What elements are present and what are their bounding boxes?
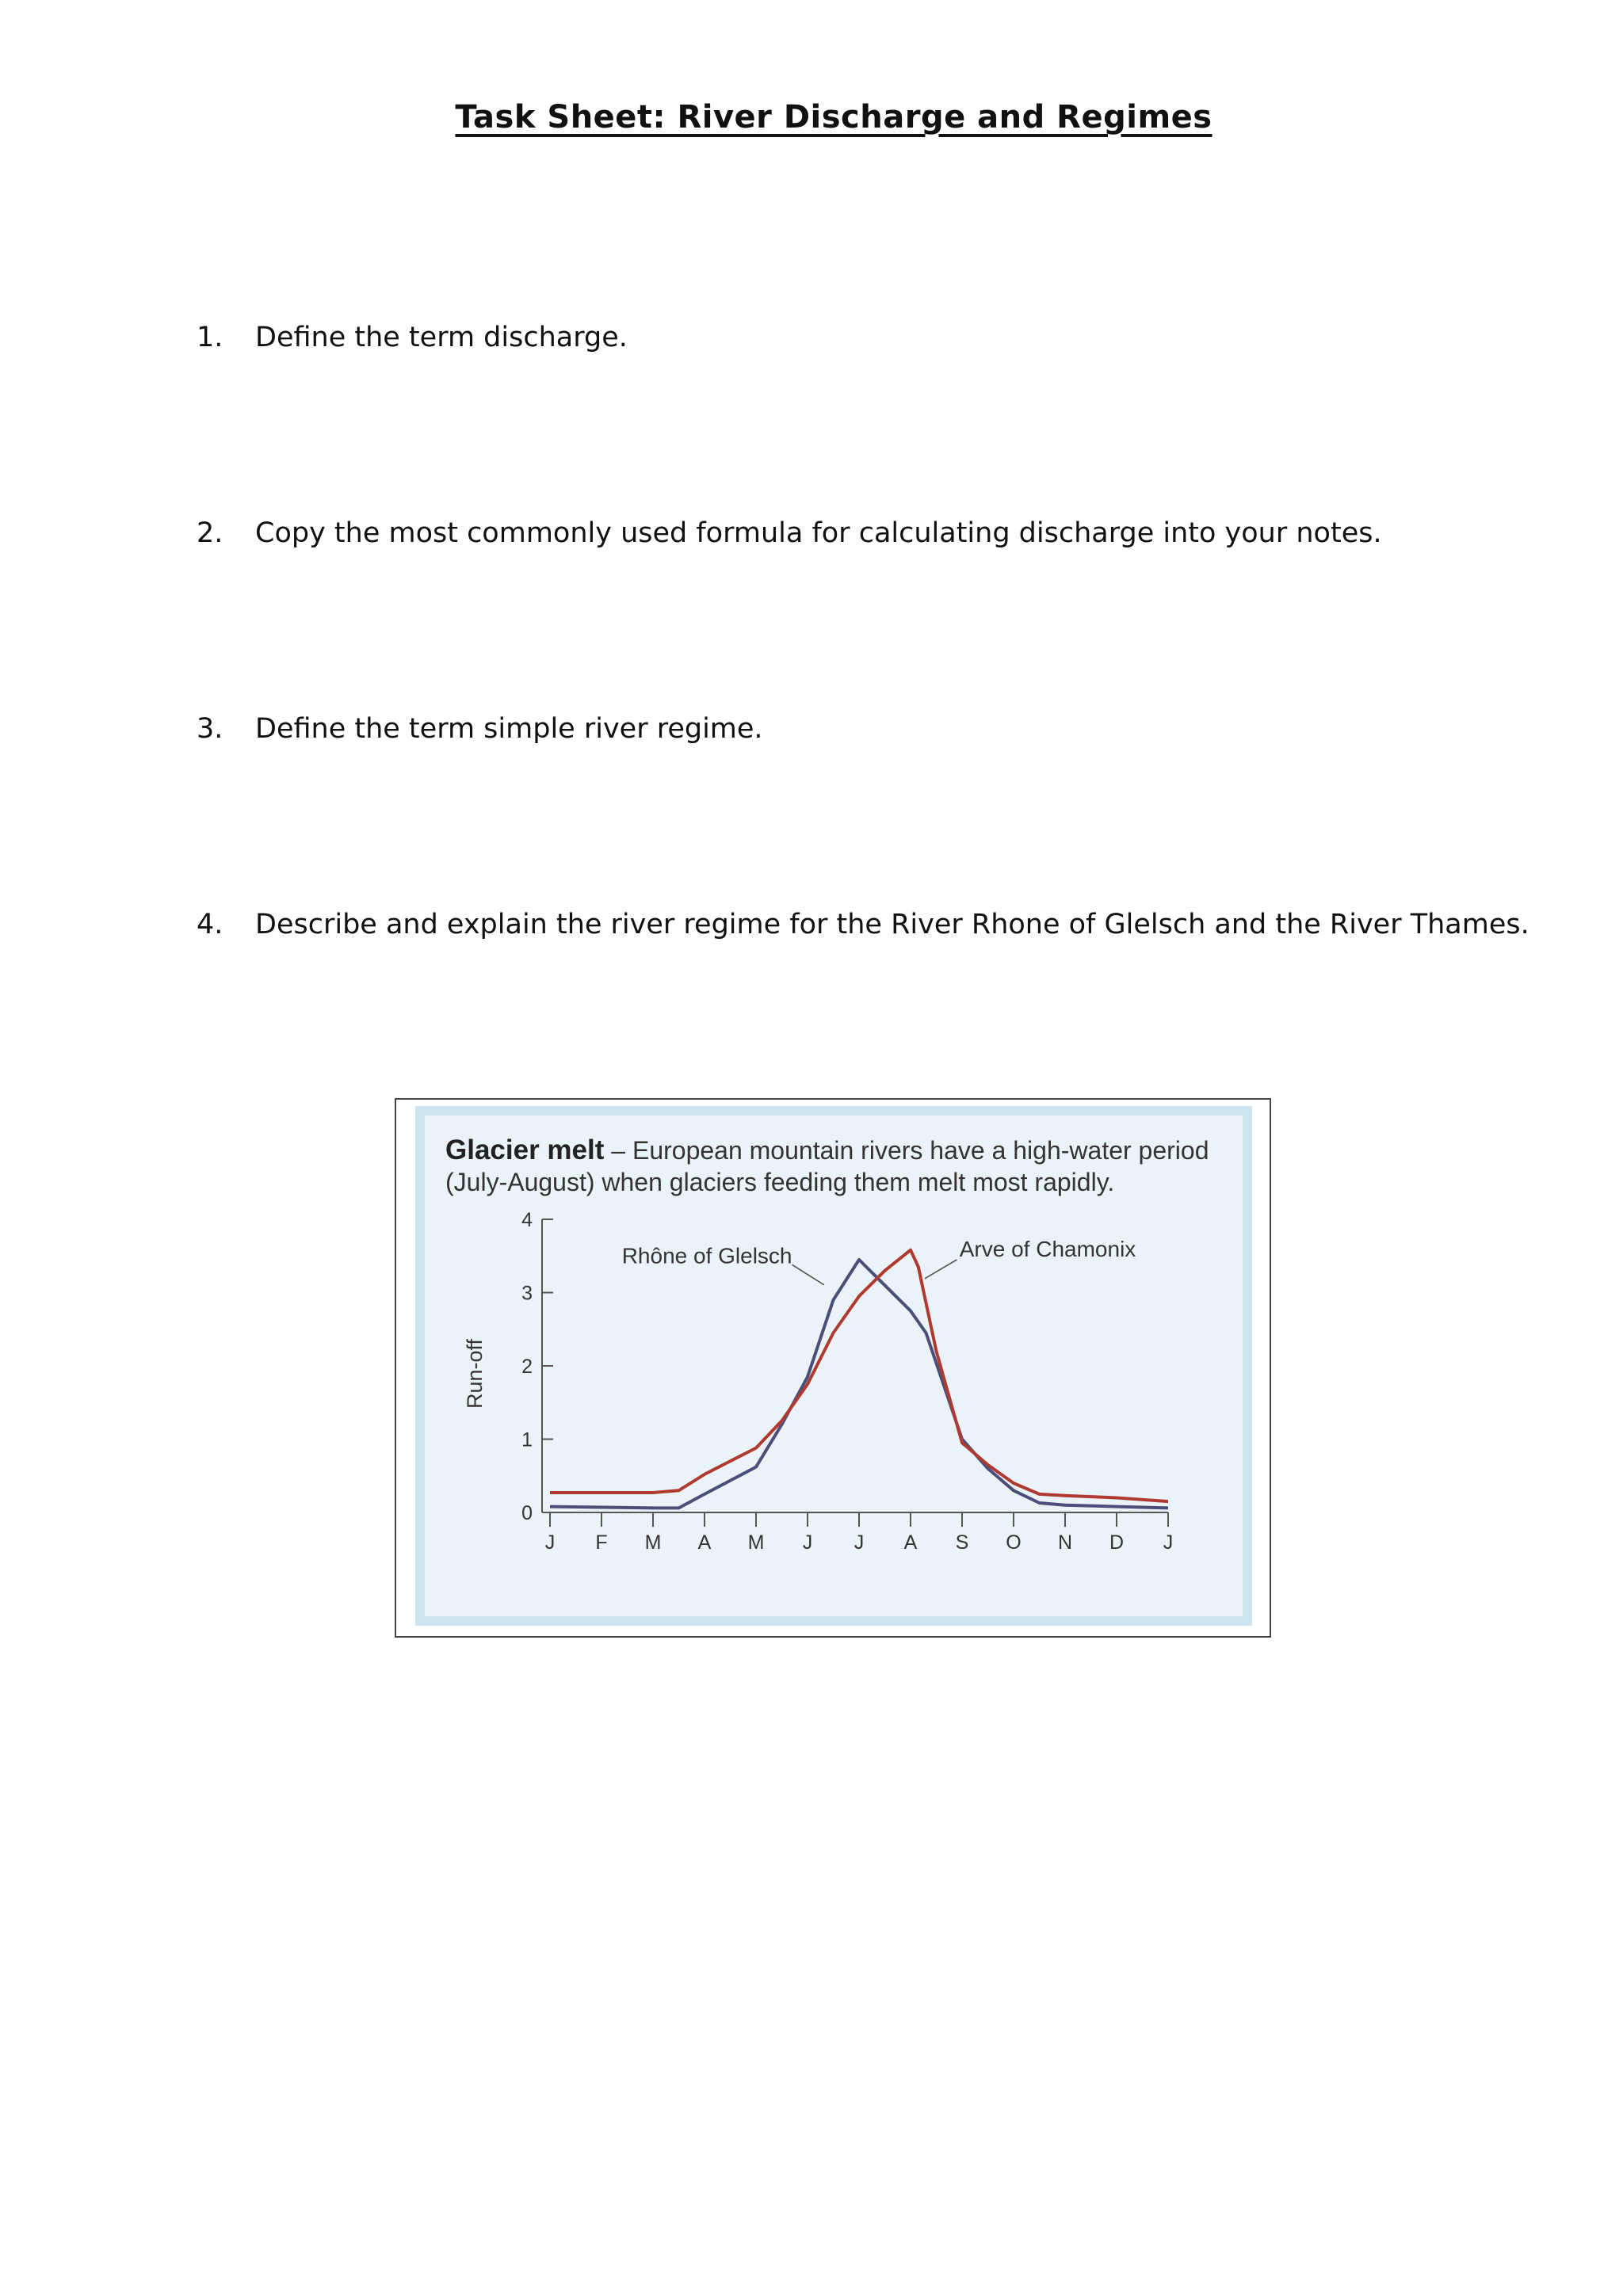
question-number: 4. xyxy=(197,909,223,940)
x-tick-label: F xyxy=(595,1531,608,1554)
x-tick-label: A xyxy=(697,1531,712,1554)
x-tick-label: J xyxy=(544,1531,556,1554)
x-tick-label: A xyxy=(903,1531,918,1554)
page-title: Task Sheet: River Discharge and Regimes xyxy=(455,99,1212,135)
figure-frame xyxy=(395,1098,1271,1638)
question-number: 2. xyxy=(197,517,223,549)
annotation-leader-arve xyxy=(925,1260,957,1279)
question-number: 3. xyxy=(197,713,223,745)
x-tick-label: S xyxy=(955,1531,969,1554)
figure-panel xyxy=(415,1106,1252,1626)
annotation-arve: Arve of Chamonix xyxy=(959,1236,1136,1261)
y-tick-label: 3 xyxy=(521,1282,533,1305)
question-text: Describe and explain the river regime for the River Rhone of Glelsch and the River Thames. xyxy=(255,909,1529,940)
series-line-arve xyxy=(550,1250,1168,1501)
x-tick-label: J xyxy=(854,1531,865,1554)
annotation-rhone: Rhône of Glelsch xyxy=(621,1243,792,1268)
y-tick-label: 4 xyxy=(521,1209,533,1231)
x-tick-label: M xyxy=(747,1531,765,1554)
x-tick-label: M xyxy=(644,1531,662,1554)
x-tick-label: N xyxy=(1057,1531,1073,1554)
x-tick-label: O xyxy=(1006,1531,1022,1554)
annotation-leader-rhone xyxy=(792,1264,825,1285)
question-number: 1. xyxy=(197,322,223,353)
figure-caption-title: Glacier melt xyxy=(445,1135,605,1165)
question-text: Define the term discharge. xyxy=(255,322,628,353)
figure-caption-text: – European mountain rivers have a high-water period (July-August) when glaciers feeding them melt most rapidly. xyxy=(445,1136,1209,1196)
y-tick-label: 0 xyxy=(521,1502,533,1524)
y-tick-label: 2 xyxy=(521,1356,533,1378)
x-tick-label: D xyxy=(1109,1531,1125,1554)
glacier-melt-chart xyxy=(425,1116,1243,1616)
y-tick-label: 1 xyxy=(521,1428,533,1451)
x-tick-label: J xyxy=(802,1531,813,1554)
y-axis-label: Run-off xyxy=(463,1338,487,1409)
question-text: Copy the most commonly used formula for calculating discharge into your notes. xyxy=(255,517,1382,549)
question-text: Define the term simple river regime. xyxy=(255,713,763,745)
x-tick-label: J xyxy=(1163,1531,1174,1554)
